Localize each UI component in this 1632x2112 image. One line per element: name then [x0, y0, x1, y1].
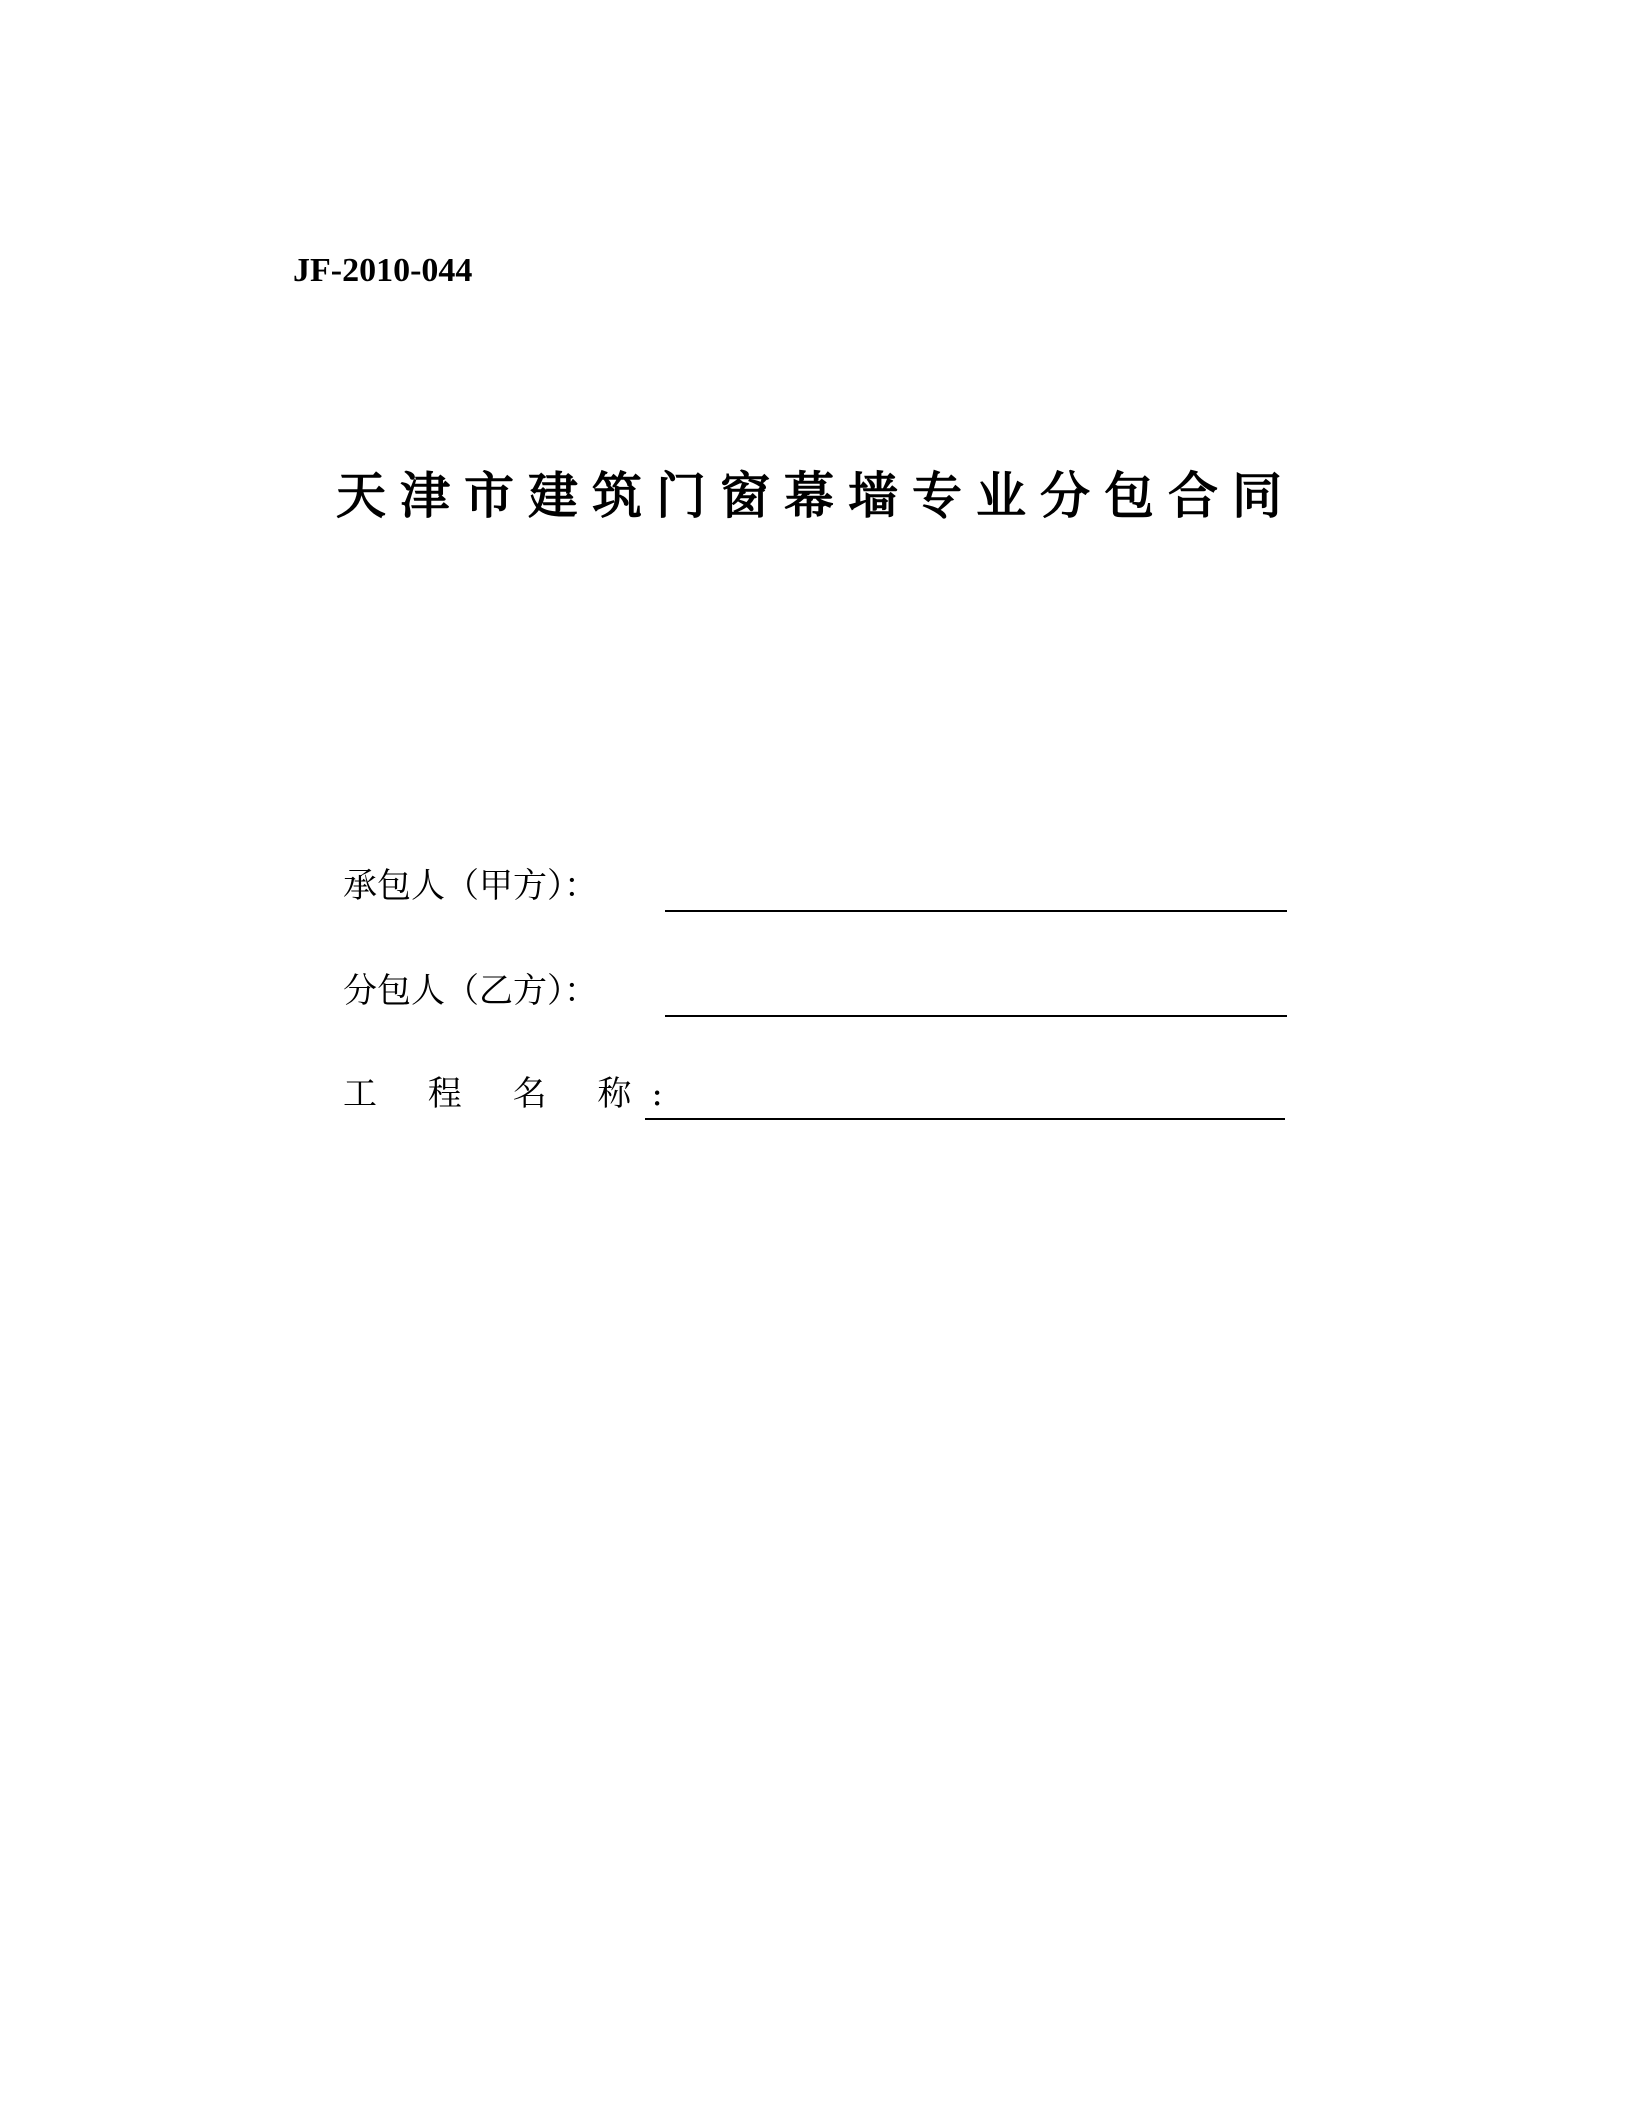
project-name-row: [343, 1064, 1293, 1124]
contractor-party-a-label: 承包人（甲方）：: [343, 866, 598, 906]
contractor-party-a-blank-line[interactable]: [665, 910, 1287, 912]
subcontractor-party-b-blank-line[interactable]: [665, 1015, 1287, 1017]
project-name-blank-line[interactable]: [645, 1118, 1285, 1120]
document-title: 天津市建筑门窗幕墙专业分包合同: [336, 467, 1296, 525]
contractor-party-a-row: [343, 856, 1293, 916]
document-code: JF-2010-044: [293, 252, 473, 289]
subcontractor-party-b-label: 分包人（乙方）：: [343, 971, 598, 1011]
subcontractor-party-b-row: [343, 961, 1293, 1021]
project-name-label: 工 程 名 称:: [343, 1074, 683, 1114]
